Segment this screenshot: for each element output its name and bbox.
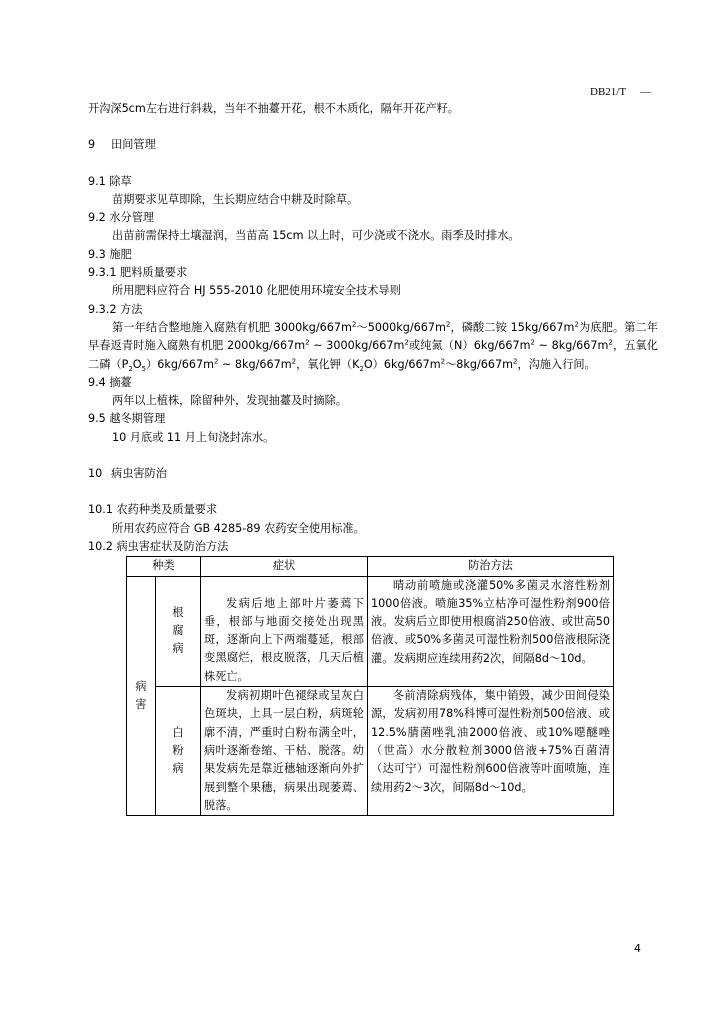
control-cell: 冬前清除病残体，集中销毁，减少田间侵染源，发病初用78%科博可湿性粉剂500倍液、或12.5%腈菌唑乳油2000倍液、或10%噁醚唑（世高）水分散粒剂3000倍液+75%百菌清（达可宁）可湿性粉剂600倍液等叶面喷施，连续用药2～3次，间隔8d～10d。: [368, 687, 614, 816]
symptom-cell: 发病后地上部叶片萎蔫下垂，根部与地面交接处出现黑斑，逐渐向上下两端蔓延，根部变黑腐烂，根皮脱落，几天后植株死亡。: [201, 576, 368, 686]
header-control: 防治方法: [368, 557, 614, 576]
section-9-3-2-text: 第一年结合整地施入腐熟有机肥 $3000kg/667m^2\sim 5000kg/667m^2$，磷酸二铵 $15kg/667m^2$为底肥。第二年早春返青时施入腐熟有机肥 $2000kg/667m^2$ ~ $3000kg/667m^2$或纯氮$(N)6kg/667m^2$ ~ $8kg/667m^2$，五氧化二磷$(P_2O_5)6kg/667m^2$ ~ $8kg/667m^2$，氧化钾$(K_2O)6kg/667m^2\sim 8kg/667m^2$，沟施入行间。: [88, 320, 658, 373]
table-header-row: [127, 557, 614, 576]
section-10-1-text: 所用农药应符合 GB 4285-89 农药安全使用标准。: [112, 521, 365, 535]
section-title: 病虫害防治: [111, 467, 167, 481]
section-9-4-text: 两年以上植株，除留种外，发现抽薹及时摘除。: [112, 394, 347, 408]
section-title: 田间管理: [111, 138, 156, 152]
section-10-1-heading: 10.1 农药种类及质量要求: [88, 503, 218, 517]
doc-code: DB21/T: [590, 86, 627, 98]
disease-name-cell: [156, 687, 201, 816]
page-header: [590, 86, 651, 98]
category-cell: [127, 576, 156, 816]
section-9-5-heading: 9.5 越冬期管理: [88, 412, 166, 426]
section-9-3-1-text: 所用肥料应符合 HJ 555-2010 化肥使用环境安全技术导则: [112, 284, 401, 298]
section-9-3-heading: 9.3 施肥: [88, 247, 132, 261]
section-9-2-text: 出苗前需保持土壤湿润，当苗高 15cm 以上时，可少浇或不浇水。雨季及时排水。: [112, 229, 520, 243]
section-9-1-heading: 9.1 除草: [88, 174, 132, 188]
disease-name: 根 腐 病: [172, 605, 184, 656]
document-body: [88, 100, 658, 816]
section-9-3-2-heading: 9.3.2 方法: [88, 302, 143, 316]
section-9-2-heading: 9.2 水分管理: [88, 211, 155, 225]
page-number: 4: [634, 942, 641, 955]
disease-name-cell: [156, 576, 201, 686]
pest-control-table: [126, 556, 614, 816]
section-number: 10: [88, 467, 103, 481]
section-9-1-text: 苗期要求见草即除，生长期应结合中耕及时除草。: [112, 192, 359, 206]
category-label: 病 害: [135, 679, 147, 711]
control-cell: 晴动前喷施或浇灌50%多菌灵水溶性粉剂1000倍液。喷施35%立枯净可湿性粉剂900倍液。发病后立即使用根腐消250倍液、或世高50倍液、或50%多菌灵可湿性粉剂500倍液根际浇灌。发病期应连续用药2次，间隔8d～10d。: [368, 576, 614, 686]
section-number: 9: [88, 138, 96, 152]
section-10-2-heading: 10.2 病虫害症状及防治方法: [88, 539, 229, 553]
header-category: 种类: [127, 557, 201, 576]
continued-text: 开沟深5cm左右进行斜栽，当年不抽薹开花，根不木质化，隔年开花产籽。: [88, 102, 459, 115]
table-row: [127, 687, 614, 816]
header-dash: —: [640, 86, 652, 98]
table-row: [127, 576, 614, 686]
disease-name: 白 粉 病: [172, 725, 184, 776]
section-9-3-1-heading: 9.3.1 肥料质量要求: [88, 266, 188, 280]
section-10-heading: [88, 465, 658, 483]
section-9-5-text: 10 月底或 11 月上旬浇封冻水。: [112, 430, 275, 444]
header-symptom: 症状: [201, 557, 368, 576]
section-9-heading: [88, 136, 658, 154]
section-9-4-heading: 9.4 摘薹: [88, 375, 132, 389]
symptom-cell: 发病初期叶色褪绿或呈灰白色斑块，上具一层白粉，病斑轮廓不清，严重时白粉布满全叶，病叶逐渐卷缩、干枯、脱落。幼果发病先是靠近穗轴逐渐向外扩展到整个果穗，病果出现萎蔫、脱落。: [201, 687, 368, 816]
